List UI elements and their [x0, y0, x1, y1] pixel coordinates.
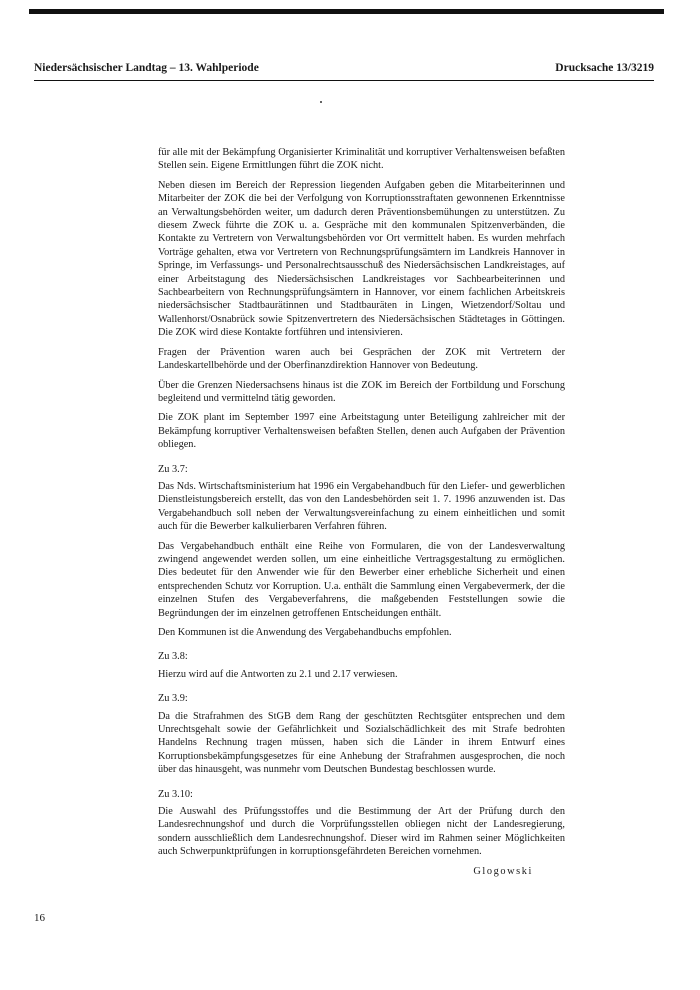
paragraph: Die ZOK plant im September 1997 eine Arbeitstagung unter Beteiligung zahlreicher mit der Bekämpfung korruptiver Verhaltensweisen befaßten Stellen, denen auch Aufgaben der Prävention obliegen. [158, 412, 565, 451]
paragraph: Den Kommunen ist die Anwendung des Vergabehandbuchs empfohlen. [158, 627, 452, 638]
header-document-number: Drucksache 13/3219 [555, 62, 654, 74]
section-heading: Zu 3.9: [158, 693, 188, 705]
document-body [158, 146, 565, 878]
header-title: Niedersächsischer Landtag – 13. Wahlperiode [34, 62, 259, 74]
section-heading: Zu 3.8: [158, 651, 188, 663]
paragraph: für alle mit der Bekämpfung Organisierter Kriminalität und korruptiver Verhaltensweisen befaßten Stellen sein. Eigene Ermittlungen führt die ZOK nicht. [158, 147, 565, 172]
top-rule [29, 9, 664, 14]
header-rule [34, 80, 654, 81]
page-header [34, 62, 654, 78]
paragraph: Neben diesen im Bereich der Repression liegenden Aufgaben geben die Mitarbeiterinnen und Mitarbeiter der ZOK die bei der Verfolgung von Korruptionsstraftaten gewonnenen Erkenntnisse an Verwaltungsbehörden weiter, um dadurch deren Präventionsbemühungen zu unterstützen. Zu diesem Zweck führte die ZOK u. a. Gespräche mit den kommunalen Spitzenverbänden, die Kontakte zu Vertretern von Verwaltungsbehörden vor Ort vermittelt haben. Es wurden mehrfach Vorträge gehalten, etwa vor Vertretern von Rechnungsprüfungsämtern im Landkreis Hannover in Springe, im Verfassungs- und Personalrechtsausschuß des Niedersächsischen Landkreistages, auf einer Arbeitstagung des Niedersächsischen Landkreistages vor Sachbearbeiterinnen und Sachbearbeitern von Rechnungsprüfungsämtern in Hannover, vor einem fachlichen Arbeitskreis niedersächsischer Stadtbaurätinnen und Stadtbauräten in Lingen, Wietzendorf/Soltau und Wallenhorst/Osnabrück sowie Spitzenvertretern des Niedersächsischen Städtetages in Göttingen. Die ZOK wird diese Kontakte fortführen und intensivieren. [158, 179, 565, 339]
paragraph: Über die Grenzen Niedersachsens hinaus ist die ZOK im Bereich der Fortbildung und Forschung begleitend und vermittelnd tätig geworden. [158, 379, 565, 404]
paragraph: Hierzu wird auf die Antworten zu 2.1 und 2.17 verwiesen. [158, 668, 398, 680]
paragraph: Das Vergabehandbuch enthält eine Reihe von Formularen, die von der Landesverwaltung zwingend angewendet werden sollen, um eine einheitliche Vertragsgestaltung zu ermöglichen. Dies bedeutet für den Anwender wie für den Bewerber einer erhebliche Sicherheit und einen entsprechenden Schutz vor Korruption. U.a. enthält die Sammlung einen Vergabevermerk, der die einzelnen Stufen des Vergabeverfahrens, die maßgebenden Feststellungen sowie die Begründungen der im einzelnen getroffenen Entscheidungen enthält. [158, 540, 565, 619]
section-heading: Zu 3.7: [158, 463, 188, 475]
section-heading: Zu 3.10: [158, 788, 193, 800]
paragraph: Da die Strafrahmen des StGB dem Rang der geschützten Rechtsgüter entsprechen und dem Unrechtsgehalt sowie der Gefährlichkeit und Sozialschädlichkeit des mit Strafe bedrohten Handelns Rechnung tragen müssen, haben sich die Länder in ihrem Entwurf eines Korruptionsbekämpfungsgesetzes für eine Anhebung der Strafrahmen ausgesprochen, die noch über das hinausgeht, was nunmehr vom Deutschen Bundestag beschlossen wurde. [158, 710, 565, 776]
paragraph: Das Nds. Wirtschaftsministerium hat 1996 ein Vergabehandbuch für den Liefer- und gewerblichen Dienstleistungsbereich erstellt, das von den Landesbehörden seit 1. 7. 1996 anzuwenden ist. Das Vergabehandbuch soll neben der Verwaltungsvereinfachung zu einem einheitlichen und somit auch für die Bewerber kalkulierbaren Verfahren führen. [158, 480, 565, 533]
speck [320, 101, 322, 103]
paragraph: Fragen der Prävention waren auch bei Gesprächen der ZOK mit Vertretern der Landeskartellbehörde und der Oberfinanzdirektion Hannover von Bedeutung. [158, 346, 565, 372]
paragraph: Die Auswahl des Prüfungsstoffes und die Bestimmung der Art der Prüfung durch den Landesrechnungshof und durch die Vorprüfungsstellen obliegen nicht der Landesregierung, sondern ausschließlich dem Landesrechnungshof. Dieser wird im Rahmen seiner Möglichkeiten auch Schwerpunktprüfungen in korruptionsgefährdeten Bereichen vornehmen. [158, 806, 565, 858]
signature: Glogowski [473, 865, 533, 877]
page-number: 16 [34, 912, 45, 924]
